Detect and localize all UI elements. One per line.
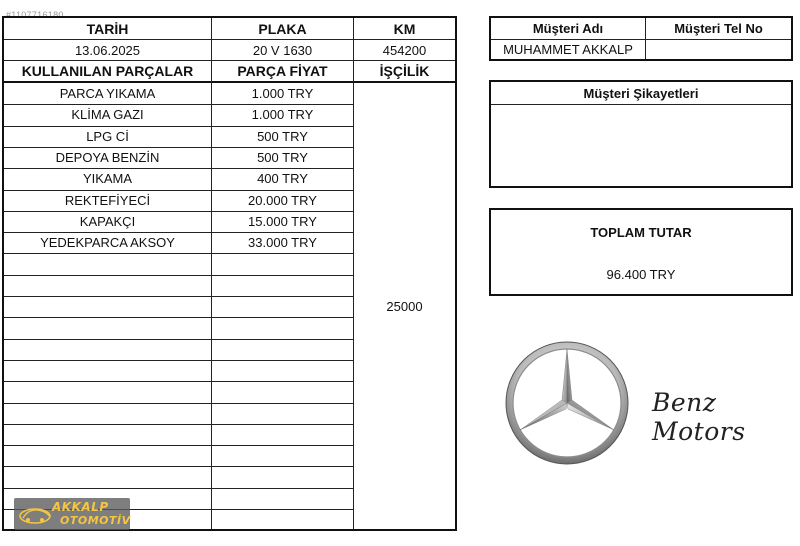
customer-phone-header: Müşteri Tel No <box>674 21 763 36</box>
part-price: 400 TRY <box>257 171 308 187</box>
plate-value: 20 V 1630 <box>252 42 313 58</box>
part-name <box>4 445 211 466</box>
complaints-text <box>497 110 785 180</box>
customer-name-value: MUHAMMET AKKALP <box>503 42 633 57</box>
part-name: YIKAMA <box>82 171 133 187</box>
watermark-text: OTOMOTİV <box>60 514 131 527</box>
part-price <box>212 488 353 509</box>
divider <box>491 104 791 105</box>
brand-name: Benz Motors <box>652 388 746 446</box>
plate-header: PLAKA <box>258 20 307 37</box>
km-header: KM <box>393 20 416 37</box>
total-value: 96.400 TRY <box>606 266 676 282</box>
part-price <box>212 253 353 274</box>
part-name <box>4 403 211 424</box>
service-form-table <box>2 16 457 531</box>
customer-phone-value <box>646 40 791 59</box>
part-name: LPG Cİ <box>86 128 129 144</box>
price-header: PARÇA FİYAT <box>237 63 328 79</box>
car-icon <box>18 504 52 526</box>
complaints-box <box>489 80 793 188</box>
part-price: 1.000 TRY <box>251 86 314 102</box>
part-name: KLİMA GAZI <box>71 107 144 123</box>
part-name <box>4 466 211 487</box>
part-price: 20.000 TRY <box>248 192 317 208</box>
part-price <box>212 360 353 381</box>
labor-value: 25000 <box>386 298 423 314</box>
complaints-header: Müşteri Şikayetleri <box>583 85 699 101</box>
date-header: TARİH <box>86 20 129 37</box>
part-price: 15.000 TRY <box>248 213 317 229</box>
part-price <box>212 509 353 530</box>
part-price <box>212 445 353 466</box>
part-price <box>212 466 353 487</box>
part-price: 1.000 TRY <box>251 107 314 123</box>
part-name <box>4 381 211 402</box>
part-name: DEPOYA BENZİN <box>55 150 160 166</box>
part-price <box>212 403 353 424</box>
part-name <box>4 317 211 338</box>
part-name: PARCA YIKAMA <box>59 86 156 102</box>
part-price: 500 TRY <box>257 150 308 166</box>
part-name: YEDEKPARCA AKSOY <box>40 235 175 251</box>
part-name <box>4 275 211 296</box>
part-price: 33.000 TRY <box>248 235 317 251</box>
part-name <box>4 253 211 274</box>
part-name <box>4 424 211 445</box>
part-price <box>212 275 353 296</box>
part-name: KAPAKÇI <box>79 213 136 229</box>
part-price <box>212 339 353 360</box>
part-price <box>212 317 353 338</box>
parts-header: KULLANILAN PARÇALAR <box>21 63 194 79</box>
watermark-logo <box>14 498 130 530</box>
km-value: 454200 <box>382 42 427 58</box>
part-price <box>212 296 353 317</box>
customer-info-table <box>489 16 793 61</box>
labor-header: İŞÇİLİK <box>379 63 430 79</box>
part-name: REKTEFİYECİ <box>64 192 151 208</box>
part-name <box>4 339 211 360</box>
date-value: 13.06.2025 <box>74 42 141 58</box>
part-price: 500 TRY <box>257 128 308 144</box>
mercedes-star-icon <box>502 338 632 468</box>
customer-name-header: Müşteri Adı <box>532 21 604 36</box>
total-label: TOPLAM TUTAR <box>590 224 692 240</box>
document-id: #1107716180 <box>6 10 64 20</box>
part-name <box>4 296 211 317</box>
part-name <box>4 360 211 381</box>
part-price <box>212 381 353 402</box>
total-box <box>489 208 793 296</box>
watermark-text: AKKALP <box>52 500 109 514</box>
part-price <box>212 424 353 445</box>
